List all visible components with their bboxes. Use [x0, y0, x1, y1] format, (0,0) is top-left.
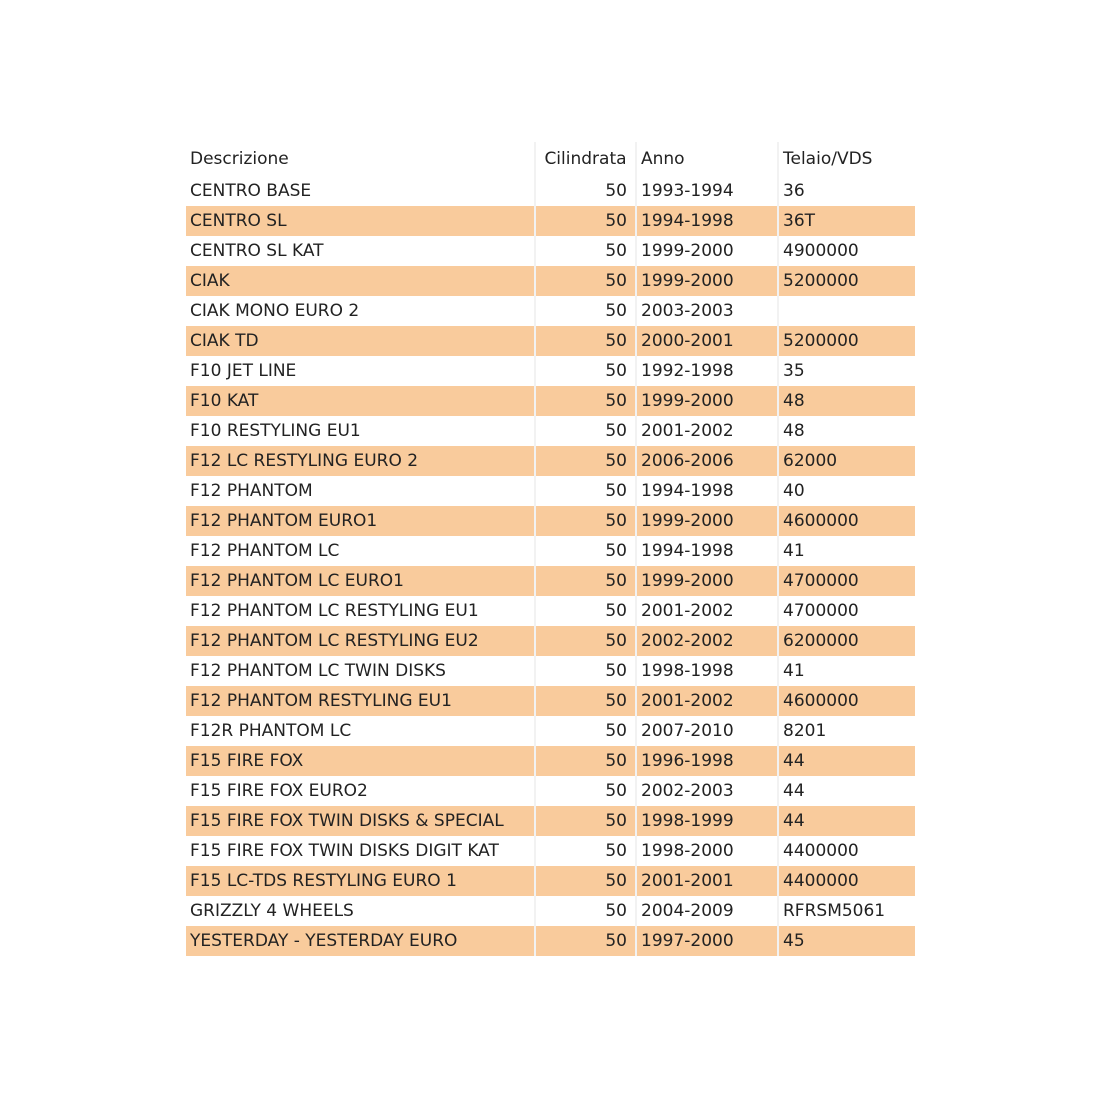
cell-telaio: 48	[778, 386, 915, 416]
table-row	[186, 296, 915, 326]
cell-telaio: 48	[778, 416, 915, 446]
header-telaio: Telaio/VDS	[783, 149, 873, 169]
cell-descrizione: F12 PHANTOM LC RESTYLING EU2	[186, 626, 535, 656]
cell-cilindrata: 50	[535, 626, 636, 656]
table-row	[186, 596, 915, 626]
table-row	[186, 656, 915, 686]
models-table-container	[186, 142, 915, 956]
cell-cilindrata: 50	[535, 296, 636, 326]
table-row	[186, 476, 915, 506]
cell-descrizione: F12 LC RESTYLING EURO 2	[186, 446, 535, 476]
cell-telaio: 4400000	[778, 866, 915, 896]
cell-telaio: 5200000	[778, 326, 915, 356]
table-body	[186, 176, 915, 956]
cell-telaio: 5200000	[778, 266, 915, 296]
cell-anno: 2001-2002	[636, 416, 778, 446]
cell-anno: 2001-2002	[636, 686, 778, 716]
cell-telaio: RFRSM5061	[778, 896, 915, 926]
header-descrizione: Descrizione	[186, 142, 535, 176]
cell-descrizione: F15 FIRE FOX	[186, 746, 535, 776]
cell-anno: 1992-1998	[636, 356, 778, 386]
cell-telaio: 36	[778, 176, 915, 206]
cell-telaio: 44	[778, 746, 915, 776]
cell-descrizione: CENTRO BASE	[186, 176, 535, 206]
cell-telaio: 62000	[778, 446, 915, 476]
cell-descrizione: YESTERDAY - YESTERDAY EURO	[186, 926, 535, 956]
header-anno: Anno	[636, 142, 778, 176]
table-row	[186, 236, 915, 266]
cell-cilindrata: 50	[535, 206, 636, 236]
table-row	[186, 806, 915, 836]
table-row	[186, 626, 915, 656]
table-row	[186, 566, 915, 596]
cell-anno: 2002-2002	[636, 626, 778, 656]
cell-cilindrata: 50	[535, 266, 636, 296]
cell-cilindrata: 50	[535, 686, 636, 716]
cell-anno: 2007-2010	[636, 716, 778, 746]
cell-descrizione: F15 FIRE FOX TWIN DISKS & SPECIAL	[186, 806, 535, 836]
cell-cilindrata: 50	[535, 776, 636, 806]
cell-telaio: 44	[778, 806, 915, 836]
table-row	[186, 716, 915, 746]
cell-telaio: 4600000	[778, 686, 915, 716]
cell-telaio: 8201	[778, 716, 915, 746]
cell-telaio: 4600000	[778, 506, 915, 536]
cell-anno: 1999-2000	[636, 506, 778, 536]
cell-descrizione: F10 JET LINE	[186, 356, 535, 386]
cell-cilindrata: 50	[535, 326, 636, 356]
table-row	[186, 176, 915, 206]
cell-descrizione: F12 PHANTOM EURO1	[186, 506, 535, 536]
cell-anno: 1994-1998	[636, 206, 778, 236]
table-row	[186, 386, 915, 416]
cell-cilindrata: 50	[535, 446, 636, 476]
cell-cilindrata: 50	[535, 386, 636, 416]
cell-anno: 2006-2006	[636, 446, 778, 476]
cell-cilindrata: 50	[535, 416, 636, 446]
cell-descrizione: F15 LC-TDS RESTYLING EURO 1	[186, 866, 535, 896]
cell-anno: 1998-1998	[636, 656, 778, 686]
table-row	[186, 356, 915, 386]
table-row	[186, 206, 915, 236]
cell-telaio: 35	[778, 356, 915, 386]
cell-cilindrata: 50	[535, 596, 636, 626]
table-row	[186, 416, 915, 446]
header-cilindrata: Cilindrata	[535, 142, 636, 176]
cell-descrizione: F12 PHANTOM LC TWIN DISKS	[186, 656, 535, 686]
cell-cilindrata: 50	[535, 836, 636, 866]
cell-descrizione: CENTRO SL	[186, 206, 535, 236]
cell-anno: 1993-1994	[636, 176, 778, 206]
cell-descrizione: CIAK TD	[186, 326, 535, 356]
cell-anno: 2003-2003	[636, 296, 778, 326]
cell-descrizione: F12 PHANTOM LC	[186, 536, 535, 566]
cell-anno: 1999-2000	[636, 236, 778, 266]
cell-anno: 2002-2003	[636, 776, 778, 806]
cell-anno: 1997-2000	[636, 926, 778, 956]
table-row	[186, 266, 915, 296]
cell-telaio: 45	[778, 926, 915, 956]
cell-descrizione: GRIZZLY 4 WHEELS	[186, 896, 535, 926]
cell-descrizione: F12 PHANTOM LC EURO1	[186, 566, 535, 596]
table-header-row	[186, 142, 915, 176]
table-row	[186, 926, 915, 956]
cell-cilindrata: 50	[535, 356, 636, 386]
cell-descrizione: CENTRO SL KAT	[186, 236, 535, 266]
table-row	[186, 686, 915, 716]
cell-cilindrata: 50	[535, 926, 636, 956]
cell-cilindrata: 50	[535, 236, 636, 266]
cell-descrizione: F10 RESTYLING EU1	[186, 416, 535, 446]
cell-telaio: 41	[778, 536, 915, 566]
cell-cilindrata: 50	[535, 746, 636, 776]
cell-anno: 1994-1998	[636, 476, 778, 506]
cell-descrizione: F10 KAT	[186, 386, 535, 416]
cell-descrizione: CIAK MONO EURO 2	[186, 296, 535, 326]
table-row	[186, 836, 915, 866]
table-row	[186, 746, 915, 776]
cell-cilindrata: 50	[535, 866, 636, 896]
table-row	[186, 446, 915, 476]
table-row	[186, 776, 915, 806]
cell-anno: 1999-2000	[636, 266, 778, 296]
cell-telaio: 41	[778, 656, 915, 686]
cell-anno: 2004-2009	[636, 896, 778, 926]
cell-telaio: 36T	[778, 206, 915, 236]
cell-anno: 1998-1999	[636, 806, 778, 836]
cell-cilindrata: 50	[535, 536, 636, 566]
cell-descrizione: F12 PHANTOM	[186, 476, 535, 506]
cell-telaio: 6200000	[778, 626, 915, 656]
table-row	[186, 536, 915, 566]
cell-descrizione: F15 FIRE FOX EURO2	[186, 776, 535, 806]
cell-cilindrata: 50	[535, 656, 636, 686]
cell-descrizione: F12R PHANTOM LC	[186, 716, 535, 746]
cell-descrizione: F12 PHANTOM LC RESTYLING EU1	[186, 596, 535, 626]
cell-anno: 1994-1998	[636, 536, 778, 566]
cell-anno: 1999-2000	[636, 566, 778, 596]
cell-descrizione: F15 FIRE FOX TWIN DISKS DIGIT KAT	[186, 836, 535, 866]
cell-anno: 1998-2000	[636, 836, 778, 866]
table-row	[186, 326, 915, 356]
cell-anno: 2001-2001	[636, 866, 778, 896]
cell-cilindrata: 50	[535, 896, 636, 926]
table-row	[186, 866, 915, 896]
table-row	[186, 506, 915, 536]
cell-telaio: 44	[778, 776, 915, 806]
cell-telaio	[778, 296, 915, 326]
cell-cilindrata: 50	[535, 806, 636, 836]
cell-cilindrata: 50	[535, 566, 636, 596]
cell-anno: 2001-2002	[636, 596, 778, 626]
cell-cilindrata: 50	[535, 716, 636, 746]
cell-telaio: 4700000	[778, 596, 915, 626]
cell-descrizione: F12 PHANTOM RESTYLING EU1	[186, 686, 535, 716]
cell-cilindrata: 50	[535, 476, 636, 506]
cell-anno: 1999-2000	[636, 386, 778, 416]
cell-telaio: 40	[778, 476, 915, 506]
cell-telaio: 4700000	[778, 566, 915, 596]
cell-anno: 2000-2001	[636, 326, 778, 356]
cell-cilindrata: 50	[535, 176, 636, 206]
cell-telaio: 4400000	[778, 836, 915, 866]
cell-cilindrata: 50	[535, 506, 636, 536]
models-table	[186, 142, 915, 956]
table-row	[186, 896, 915, 926]
cell-anno: 1996-1998	[636, 746, 778, 776]
cell-telaio: 4900000	[778, 236, 915, 266]
cell-descrizione: CIAK	[186, 266, 535, 296]
